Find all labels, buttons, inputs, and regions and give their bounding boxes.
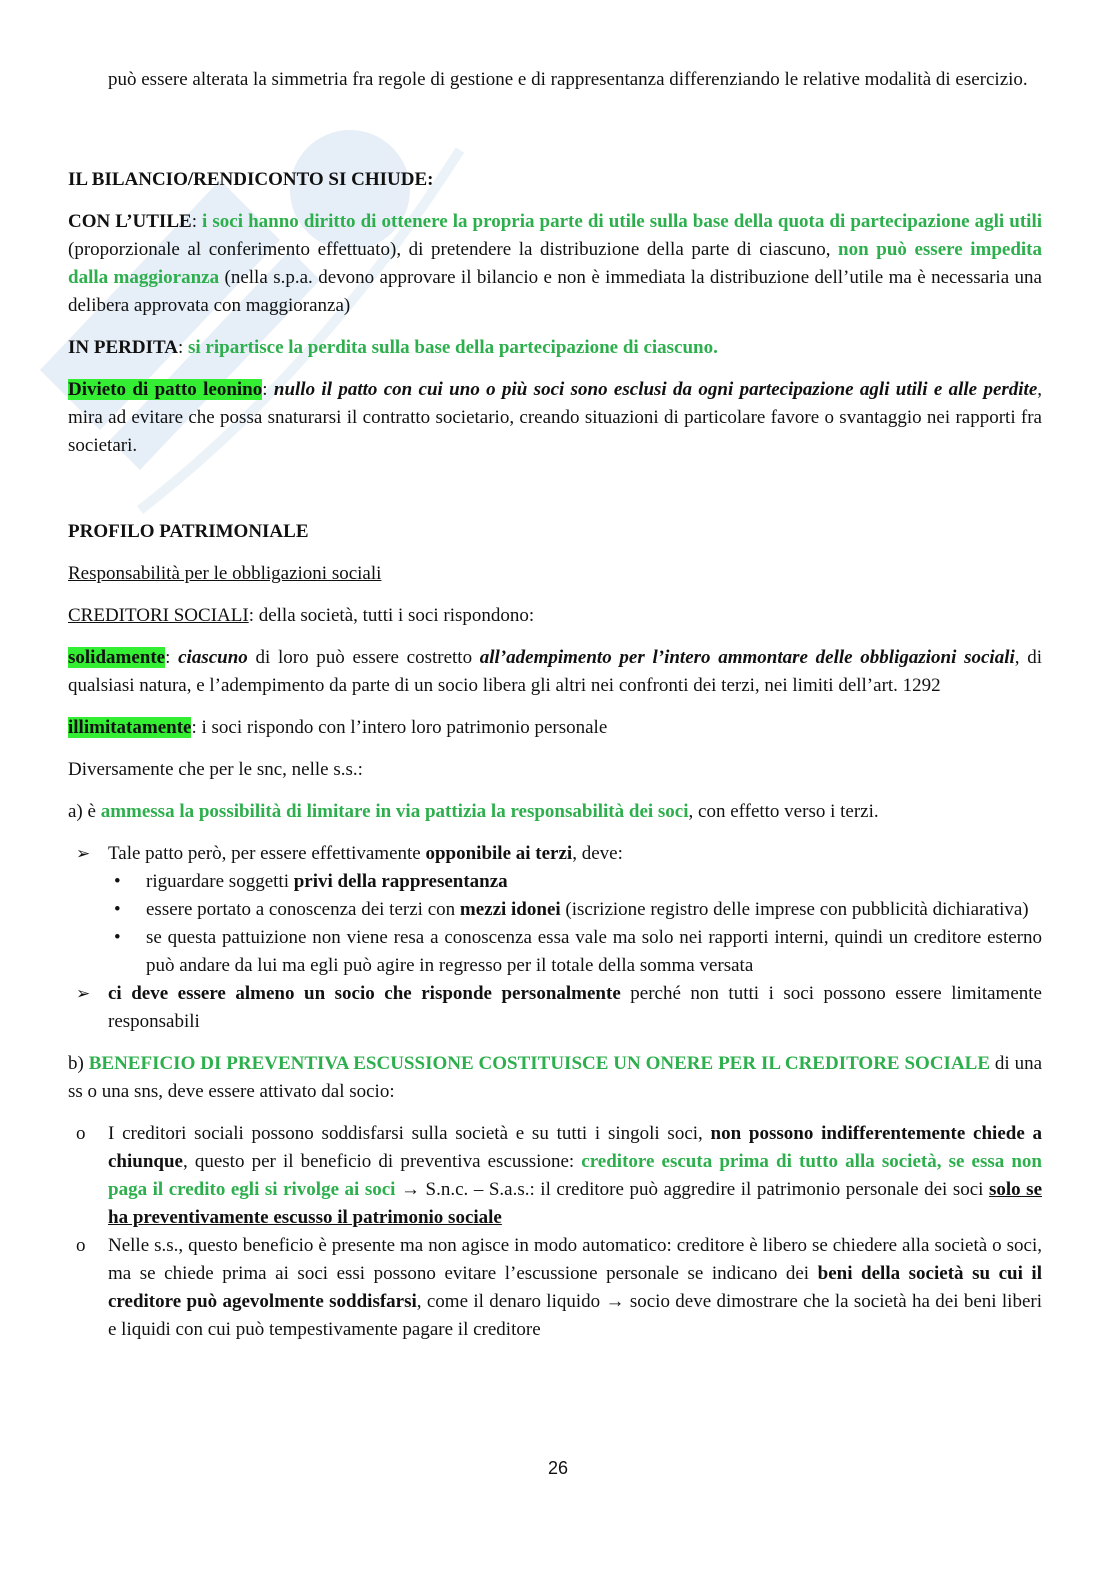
circle-list: [68, 1120, 1042, 1344]
circle-bullet-icon: o: [76, 1123, 86, 1144]
creditori-paragraph: CREDITORI SOCIALI: della società, tutti i soci rispondono:: [68, 605, 535, 626]
arrow-bullet-icon: ➢: [76, 844, 91, 863]
responsabilita-subheading: Responsabilità per le obbligazioni sociali: [68, 563, 382, 584]
dot-bullet-icon: •: [114, 899, 121, 920]
solidamente-paragraph: solidamente: ciascuno di loro può essere costretto all’adempimento per l’intero ammontare delle obbligazioni sociali, di qualsiasi natura, e l’adempimento da parte di un socio libera gli altri nei confronti dei terzi, nei limiti dell’art. 1292: [68, 647, 1043, 696]
arrow-list: [68, 840, 1042, 1036]
circle-item-creditori: o I creditori sociali possono soddisfarsi sulla società e su tutti i singoli soci, non possono indifferentemente chiede a chiunque, questo per il beneficio di preventiva escussione: creditore escuta prima di tutto alla società, se essa non paga il credito egli si rivolge ai soci → S.n.c. – S.a.s.: il creditore può aggredire il patrimonio personale dei soci solo se ha preventivamente escusso il patrimonio sociale: [68, 1120, 1042, 1232]
arrow-bullet-icon: ➢: [76, 984, 91, 1003]
intro-paragraph: può essere alterata la simmetria fra regole di gestione e di rappresentanza differenziando le relative modalità di esercizio.: [108, 69, 1028, 90]
dot-bullet-icon: •: [114, 927, 121, 948]
point-b-paragraph: b) BENEFICIO DI PREVENTIVA ESCUSSIONE COSTITUISCE UN ONERE PER IL CREDITORE SOCIALE di una ss o una sns, deve essere attivato dal socio:: [68, 1053, 1042, 1102]
patto-leonino-paragraph: Divieto di patto leonino: nullo il patto con cui uno o più soci sono esclusi da ogni partecipazione agli utili e alle perdite, mira ad evitare che possa snaturarsi il contratto societario, creando situazioni di particolare favore o svantaggio nei rapporti fra societari.: [68, 379, 1043, 456]
profilo-heading: PROFILO PATRIMONIALE: [68, 521, 309, 542]
page-number: 26: [547, 1458, 569, 1478]
illimitatamente-paragraph: illimitatamente: i soci rispondo con l’intero loro patrimonio personale: [68, 717, 608, 738]
page-content: [68, 66, 1042, 1344]
bilancio-heading: IL BILANCIO/RENDICONTO SI CHIUDE:: [68, 169, 434, 190]
point-a-paragraph: a) è ammessa la possibilità di limitare in via pattizia la responsabilità dei soci, con effetto verso i terzi.: [68, 801, 879, 822]
circle-bullet-icon: o: [76, 1235, 86, 1256]
dot-bullet-icon: •: [114, 871, 121, 892]
arrow-item-patto: ➢ Tale patto però, per essere effettivamente opponibile ai terzi, deve: • riguardare soggetti privi della rappresentanza • essere portato a conoscenza dei terzi con mezzi idonei (iscrizione registro delle imprese con pubblicità dichiarativa) • se questa pattuizione non viene resa a conoscenza essa vale ma solo nei rapporti interni, quindi un creditore esterno può andare da lui ma egli può agire in regresso per il totale della somma versata: [68, 840, 1042, 980]
dot-item-rappresentanza: • riguardare soggetti privi della rappresentanza: [108, 868, 1042, 896]
circle-item-ss: o Nelle s.s., questo beneficio è presente ma non agisce in modo automatico: creditore è libero se chiedere alla società o soci, ma se chiede prima ai soci essi possono evitare l’escussione personale se indicano dei beni della società su cui il creditore può agevolmente soddisfarsi, come il denaro liquido → socio deve dimostrare che la società ha dei beni liberi e liquidi con cui può tempestivamente pagare il creditore: [68, 1232, 1042, 1344]
dot-item-rapporti-interni: • se questa pattuizione non viene resa a conoscenza essa vale ma solo nei rapporti interni, quindi un creditore esterno può andare da lui ma egli può agire in regresso per il totale della somma versata: [108, 924, 1042, 980]
dot-item-mezzi-idonei: • essere portato a conoscenza dei terzi con mezzi idonei (iscrizione registro delle imprese con pubblicità dichiarativa): [108, 896, 1042, 924]
utile-paragraph: CON L’UTILE: i soci hanno diritto di ottenere la propria parte di utile sulla base della quota di partecipazione agli utili (proporzionale al conferimento effettuato), di pretendere la distribuzione della parte di ciascuno, non può essere impedita dalla maggioranza (nella s.p.a. devono approvare il bilancio e non è immediata la distribuzione dell’utile ma è necessaria una delibera approvata con maggioranza): [68, 211, 1043, 316]
diversamente-paragraph: Diversamente che per le snc, nelle s.s.:: [68, 759, 363, 780]
dot-list: [108, 868, 1042, 980]
arrow-item-socio: ➢ ci deve essere almeno un socio che risponde personalmente perché non tutti i soci possono essere limitamente responsabili: [68, 980, 1042, 1036]
perdita-paragraph: IN PERDITA: si ripartisce la perdita sulla base della partecipazione di ciascuno.: [68, 337, 718, 358]
